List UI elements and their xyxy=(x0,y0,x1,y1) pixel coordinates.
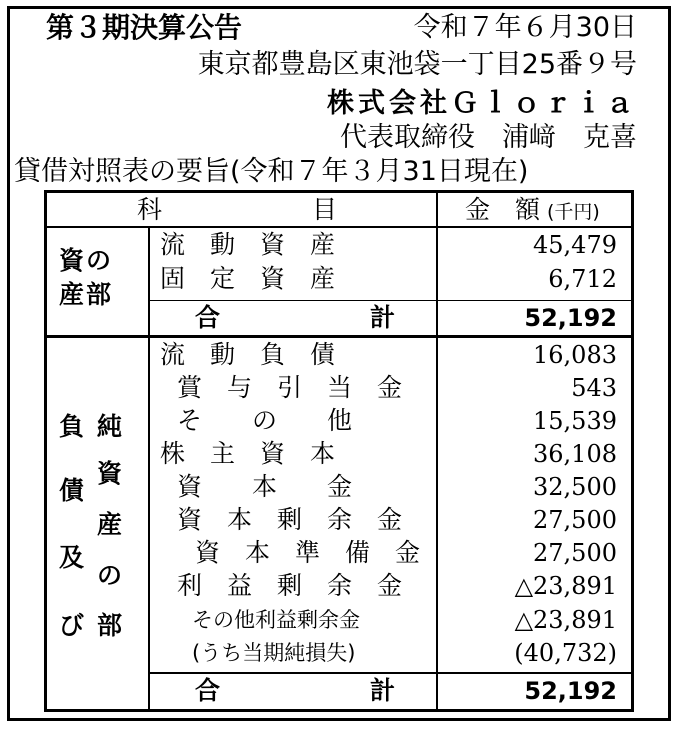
subject-column-header: 科 目 xyxy=(137,195,338,224)
notice-title: 第３期決算公告 xyxy=(46,11,243,44)
net-assets-label-char-2: 資 xyxy=(97,459,123,488)
company-address: 東京都豊島区東池袋一丁目25番９号 xyxy=(197,49,637,80)
unit-label: (千円) xyxy=(547,201,600,223)
current-assets-label: 流 動 資 産 xyxy=(160,230,336,259)
assets-total-amount: 52,192 xyxy=(524,304,617,332)
liabilities-label-char-1: 負 xyxy=(59,412,85,441)
other-liabilities-label: そ の 他 xyxy=(177,406,353,435)
assets-total-label: 合 計 xyxy=(195,303,396,332)
net-assets-label-char-3: 産 xyxy=(97,510,123,539)
section-divider xyxy=(47,335,631,338)
company-name: 株式会社Ｇｌｏｒｉａ xyxy=(327,88,637,119)
amount-column-divider xyxy=(436,193,438,709)
current-assets-amount: 45,479 xyxy=(533,231,617,259)
retained-earnings-amount: △23,891 xyxy=(514,572,617,600)
bonus-reserve-label: 賞 与 引 当 金 xyxy=(177,373,403,402)
net-assets-label-char-4: の xyxy=(97,561,123,590)
assets-total-divider xyxy=(148,300,631,301)
current-liabilities-amount: 16,083 xyxy=(533,341,617,369)
liabilities-total-label: 合 計 xyxy=(195,676,396,705)
capital-stock-label: 資 本 金 xyxy=(177,472,353,501)
capital-stock-amount: 32,500 xyxy=(533,473,617,501)
current-liabilities-label: 流 動 負 債 xyxy=(160,340,336,369)
shareholders-equity-amount: 36,108 xyxy=(533,440,617,468)
net-assets-label-char-1: 純 xyxy=(97,412,123,441)
balance-sheet-subtitle: 貸借対照表の要旨(令和７年３月31日現在) xyxy=(14,156,529,187)
liabilities-total-amount: 52,192 xyxy=(524,677,617,705)
amount-column-header: 金 額 xyxy=(465,195,541,224)
liabilities-label-char-4: び xyxy=(59,611,85,640)
capital-reserve-label: 資 本 準 備 金 xyxy=(195,538,421,567)
shareholders-equity-label: 株 主 資 本 xyxy=(160,439,336,468)
capital-surplus-amount: 27,500 xyxy=(533,506,617,534)
other-retained-earnings-label: その他利益剰余金 xyxy=(192,608,360,632)
other-liabilities-amount: 15,539 xyxy=(533,407,617,435)
assets-section-label-line2: 産部 xyxy=(59,280,114,309)
fixed-assets-amount: 6,712 xyxy=(548,265,617,293)
other-retained-earnings-amount: △23,891 xyxy=(514,606,617,634)
balance-sheet-table xyxy=(44,190,634,712)
liabilities-label-char-2: 債 xyxy=(59,476,85,505)
capital-surplus-label: 資 本 剰 余 金 xyxy=(177,505,403,534)
net-loss-label: (うち当期純損失) xyxy=(192,641,356,665)
representative: 代表取締役 浦﨑 克喜 xyxy=(340,122,637,153)
capital-reserve-amount: 27,500 xyxy=(533,539,617,567)
fixed-assets-label: 固 定 資 産 xyxy=(160,264,336,293)
liabilities-label-char-3: 及 xyxy=(59,543,85,572)
header-divider xyxy=(47,226,631,228)
net-assets-label-char-5: 部 xyxy=(97,611,123,640)
bonus-reserve-amount: 543 xyxy=(571,374,617,402)
liabilities-total-divider xyxy=(148,672,631,674)
notice-date: 令和７年６月30日 xyxy=(413,12,637,43)
retained-earnings-label: 利 益 剰 余 金 xyxy=(177,571,403,600)
net-loss-amount: (40,732) xyxy=(514,639,617,667)
assets-section-label-line1: 資の xyxy=(59,246,114,275)
